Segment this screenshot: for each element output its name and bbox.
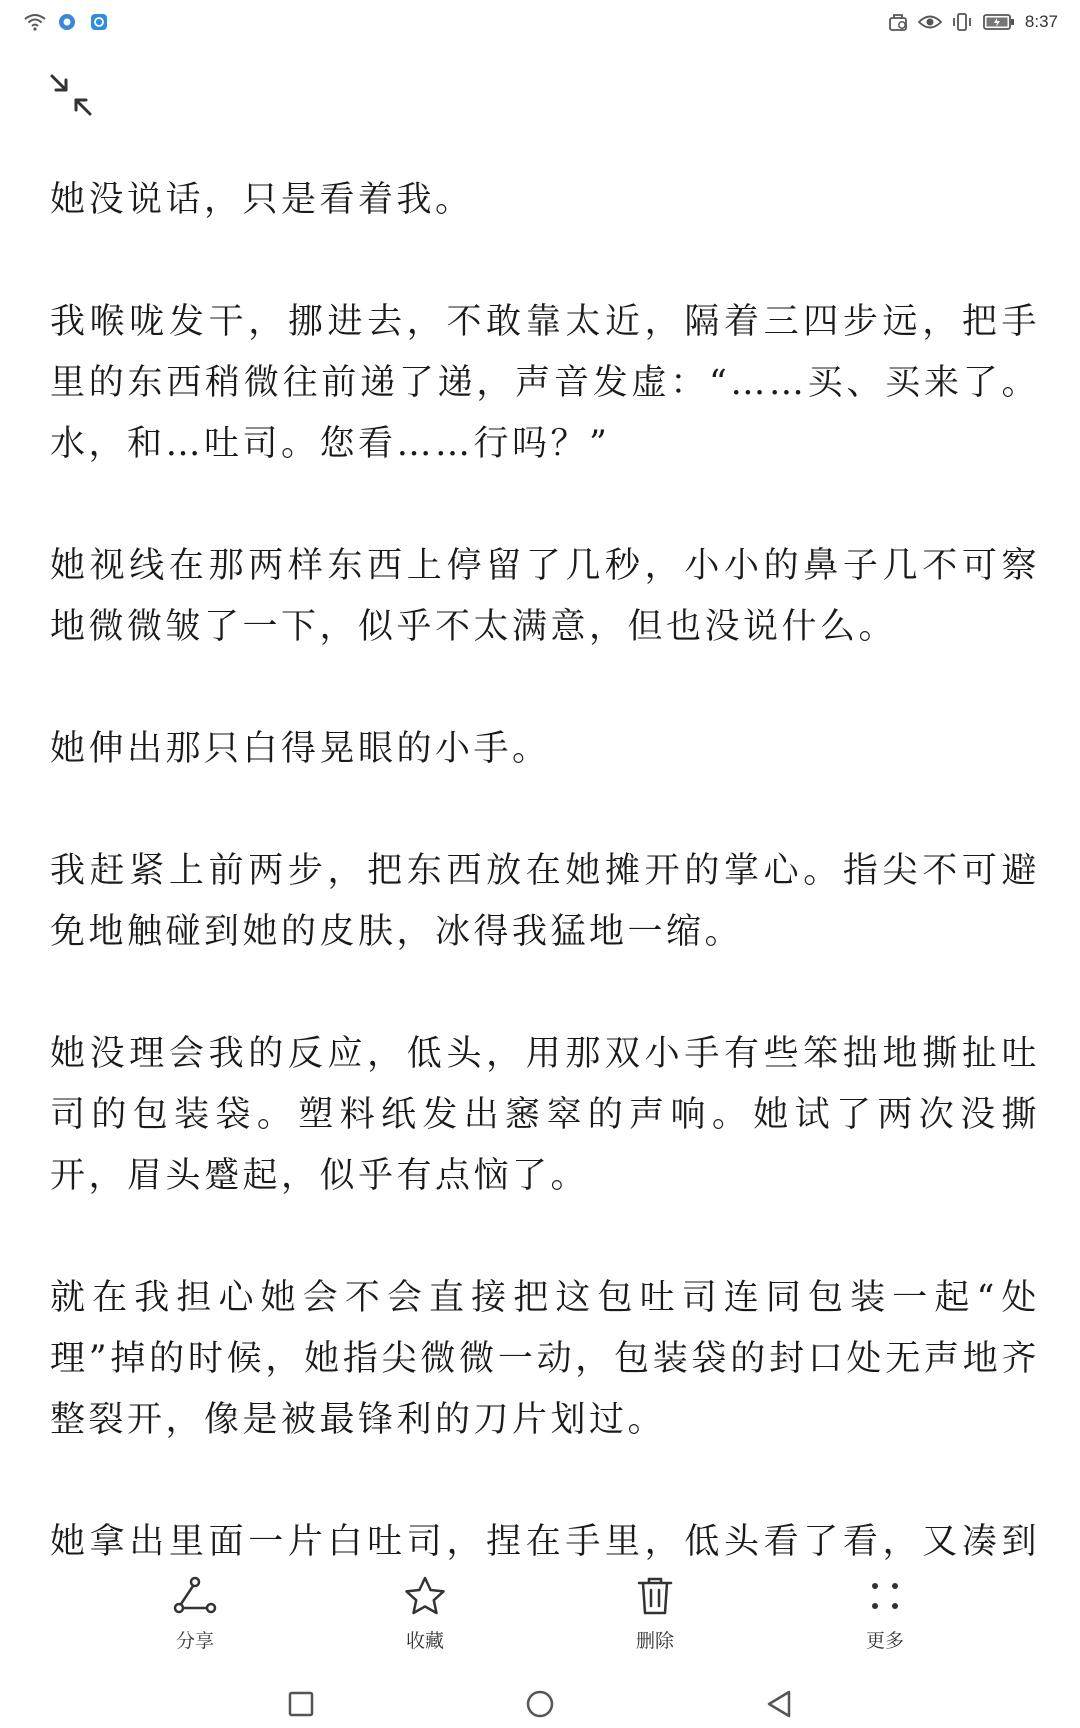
vibrate-icon	[951, 11, 973, 33]
circle-icon	[525, 1689, 555, 1719]
delete-button[interactable]	[595, 1572, 715, 1672]
home-button[interactable]	[523, 1687, 557, 1721]
collapse-button[interactable]	[48, 72, 94, 118]
paragraph: 她没说话，只是看着我。	[50, 180, 474, 220]
wifi-icon	[24, 11, 46, 33]
collapse-icon	[48, 72, 94, 118]
app-badge-icon-2	[88, 11, 110, 33]
paragraph: 她没理会我的反应，低头，用那双小手有些笨拙地撕扯吐司的包装袋。塑料纸发出窸窣的声响。她试了两次没撕开，眉头蹙起，似乎有点恼了。	[50, 1034, 1040, 1196]
alarm-icon	[887, 11, 909, 33]
bottom-toolbar	[0, 1572, 1080, 1672]
paragraph: 她视线在那两样东西上停留了几秒，小小的鼻子几不可察地微微皱了一下，似乎不太满意，但也没说什么。	[50, 546, 1040, 647]
share-label: 分享	[175, 1630, 214, 1652]
recent-apps-button[interactable]	[284, 1687, 318, 1721]
share-icon	[171, 1572, 219, 1620]
favorite-button[interactable]	[365, 1572, 485, 1672]
favorite-label: 收藏	[405, 1630, 444, 1652]
paragraph: 她伸出那只白得晃眼的小手。	[50, 729, 551, 769]
battery-icon	[983, 11, 1015, 33]
article-body	[50, 170, 1040, 1560]
square-icon	[288, 1691, 314, 1717]
paragraph: 就在我担心她会不会直接把这包吐司连同包装一起“处理”掉的时候，她指尖微微一动，包装袋的封口处无声地齐整裂开，像是被最锋利的刀片划过。	[50, 1278, 1040, 1440]
paragraph: 我喉咙发干，挪进去，不敢靠太近，隔着三四步远，把手里的东西稍微往前递了递，声音发虚：“……买、买来了。水，和…吐司。您看……行吗？”	[50, 302, 1040, 464]
share-button[interactable]	[135, 1572, 255, 1672]
back-button[interactable]	[762, 1687, 796, 1721]
system-nav-bar	[0, 1680, 1080, 1728]
eye-comfort-icon	[919, 11, 941, 33]
delete-label: 删除	[635, 1630, 674, 1652]
trash-icon	[631, 1572, 679, 1620]
paragraph: 她拿出里面一片白吐司，捏在手里，低头看了看，又凑到	[50, 1522, 1040, 1562]
star-icon	[401, 1572, 449, 1620]
triangle-back-icon	[765, 1689, 793, 1719]
more-label: 更多	[865, 1630, 904, 1652]
more-icon	[861, 1572, 909, 1620]
status-left	[24, 11, 110, 33]
more-button[interactable]	[825, 1572, 945, 1672]
status-right	[887, 11, 1058, 33]
status-bar	[0, 0, 1080, 44]
paragraph: 我赶紧上前两步，把东西放在她摊开的掌心。指尖不可避免地触碰到她的皮肤，冰得我猛地一缩。	[50, 851, 1040, 952]
app-badge-icon	[56, 11, 78, 33]
status-time: 8:37	[1024, 12, 1058, 31]
